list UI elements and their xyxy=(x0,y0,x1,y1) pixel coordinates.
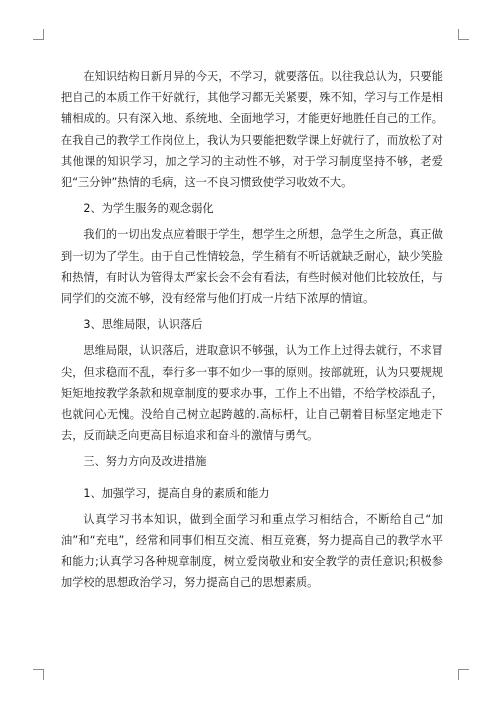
paragraph-learning: 在知识结构日新月异的今天，不学习，就要落伍。以往我总认为，只要能把自己的本质工作干好就行，其他学习都无关紧要，殊不知，学习与工作是相辅相成的。只有深入地、系统地、全面地学习，才能更好地胜任自己的工作。在我自己的教学工作岗位上，我认为只要能把数学课上好就行了，而放松了对其他课的知识学习，加之学习的主动性不够，对于学习制度坚持不够，老爱犯“三分钟”热情的毛病，这一不良习惯致使学习收效不大。 xyxy=(61,70,443,190)
crop-mark-bottom-left xyxy=(33,669,44,680)
crop-mark-top-left xyxy=(33,29,44,40)
paragraph-strengthen-learning: 认真学习书本知识，做到全面学习和重点学习相结合，不断给自己“加油”和“充电”，经常和同事们相互交流、相互竞赛，努力提高自己的教学水平和能力;认真学习各种规章制度，树立爱岗敬业和安全教学的责任意识;积极参加学校的思想政治学习，努力提高自己的思想素质。 xyxy=(61,512,443,590)
crop-mark-top-right xyxy=(458,29,469,40)
paragraph-student-service: 我们的一切出发点应着眼于学生，想学生之所想，急学生之所急，真正做到一切为了学生。由于自己性情较急，学生稍有不听话就缺乏耐心，缺少笑脸和热情，有时认为管得太严家长会不会有看法，有些时候对他们比较放任，与同学们的交流不够，没有经常与他们打成一片结下浓厚的情谊。 xyxy=(61,228,443,306)
document-body xyxy=(61,66,443,594)
heading-thinking-limits: 3、思维局限，认识落后 xyxy=(83,318,203,332)
heading-improvement-direction: 三、努力方向及改进措施 xyxy=(83,455,207,469)
heading-student-service: 2、为学生服务的观念弱化 xyxy=(83,202,214,216)
paragraph-thinking-limits: 思维局限，认识落后，进取意识不够强，认为工作上过得去就行，不求冒尖，但求稳而不乱，奉行多一事不如少一事的原则。按部就班，认为只要规规矩矩地按教学条款和规章制度的要求办事，工作上不出错，不给学校添乱子，也就问心无愧。没给自己树立起跨越的.高标杆，让自己朝着目标坚定地走下去，反而缺乏向更高目标追求和奋斗的激情与勇气。 xyxy=(61,344,443,443)
crop-mark-bottom-right xyxy=(458,669,469,680)
heading-strengthen-learning: 1、加强学习，提高自身的素质和能力 xyxy=(83,486,270,500)
